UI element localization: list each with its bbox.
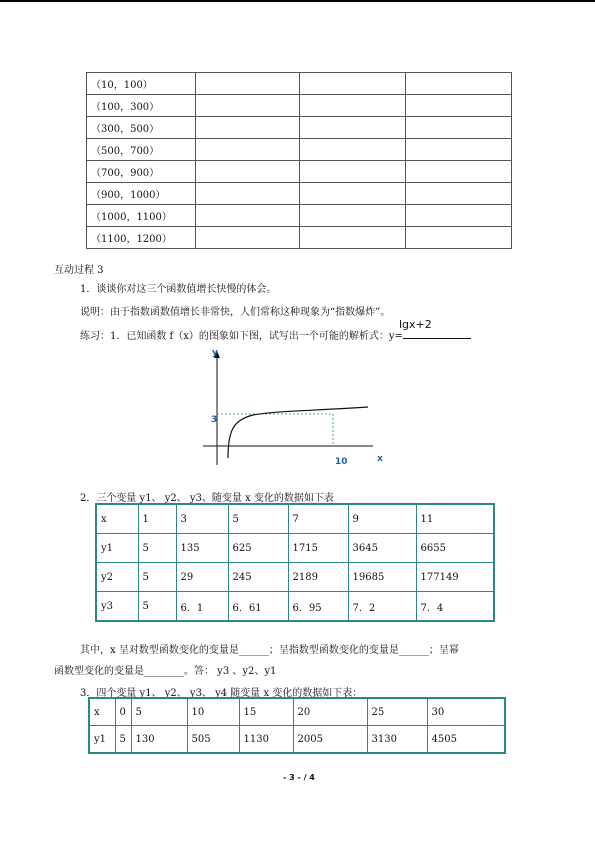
x-axis-label: x — [377, 454, 383, 464]
table-row — [87, 95, 512, 117]
empty-cell — [300, 95, 405, 117]
empty-cell — [196, 73, 300, 95]
table-cell: 19685 — [348, 563, 416, 592]
interval-cell: （500，700） — [87, 139, 196, 161]
table-cell: 3130 — [367, 726, 427, 754]
handwritten-answer: lgx+2 — [399, 318, 432, 331]
table-cell: 6655 — [416, 534, 494, 563]
table-cell: 29 — [176, 563, 228, 592]
table-cell: 3645 — [348, 534, 416, 563]
interval-cell: （100，300） — [87, 95, 196, 117]
empty-cell — [300, 227, 405, 249]
table-cell: 5 — [131, 698, 187, 726]
table-cell: 15 — [239, 698, 293, 726]
table-cell: x — [96, 504, 138, 534]
section-title: 互动过程 3 — [54, 265, 104, 276]
table-cell: 11 — [416, 504, 494, 534]
table-row — [87, 227, 512, 249]
table-cell: 25 — [367, 698, 427, 726]
interval-cell: （700，900） — [87, 161, 196, 183]
table-cell: 0 — [115, 698, 131, 726]
empty-cell — [196, 139, 300, 161]
table-cell: 20 — [293, 698, 367, 726]
table-cell: x — [89, 698, 115, 726]
practice-text: 练习：1．已知函数 f（x）的图象如下图，试写出一个可能的解析式：y= — [80, 331, 403, 342]
table-cell: y3 — [96, 592, 138, 622]
empty-cell — [405, 117, 511, 139]
empty-cell — [405, 183, 511, 205]
top-rule — [0, 0, 595, 2]
interval-cell: （1000，1100） — [87, 205, 196, 227]
table-cell: 1 — [138, 504, 176, 534]
table-row — [87, 205, 512, 227]
empty-cell — [196, 95, 300, 117]
table-cell: 5 — [138, 563, 176, 592]
table-cell: 4505 — [427, 726, 505, 754]
table-row — [87, 183, 512, 205]
table-cell: 6．61 — [228, 592, 288, 622]
page-number: - 3 - / 4 — [283, 773, 315, 782]
y-tick-label: 3 — [211, 415, 218, 425]
empty-cell — [196, 183, 300, 205]
table-row — [96, 563, 494, 592]
empty-cell — [196, 161, 300, 183]
table-cell: 177149 — [416, 563, 494, 592]
table-row — [96, 534, 494, 563]
empty-cell — [300, 205, 405, 227]
empty-cell — [196, 205, 300, 227]
table-row — [96, 592, 494, 622]
explanation: 说明：由于指数函数值增长非常快，人们常称这种现象为“指数爆炸”。 — [80, 307, 391, 318]
table-row — [96, 504, 494, 534]
table-cell: y2 — [96, 563, 138, 592]
table-cell: 30 — [427, 698, 505, 726]
table-cell: 505 — [187, 726, 239, 754]
empty-cell — [405, 227, 511, 249]
empty-cell — [405, 73, 511, 95]
table-cell: 625 — [228, 534, 288, 563]
table-cell: 5 — [138, 592, 176, 622]
table-cell: 7．2 — [348, 592, 416, 622]
empty-cell — [300, 73, 405, 95]
table-cell: 245 — [228, 563, 288, 592]
table-cell: 7 — [288, 504, 348, 534]
question-2: 2．三个变量 y1、 y2、 y3、随变量 x 变化的数据如下表 — [80, 493, 334, 504]
x-tick-label: 10 — [335, 457, 348, 467]
table-row — [87, 73, 512, 95]
function-curve — [228, 407, 368, 458]
empty-cell — [405, 95, 511, 117]
empty-cell — [196, 227, 300, 249]
answer-line-2: 函数型变化的变量是________。答： y3 、y2、y1 — [54, 666, 277, 677]
question-1: 1．谈谈你对这三个函数值增长快慢的体会。 — [80, 284, 277, 295]
empty-cell — [405, 139, 511, 161]
table-row — [87, 139, 512, 161]
table-row — [87, 161, 512, 183]
empty-cell — [300, 117, 405, 139]
answer-line-1: 其中，x 呈对数型函数变化的变量是______；呈指数型函数变化的变量是______；呈幂 — [80, 645, 459, 656]
table-cell: y1 — [89, 726, 115, 754]
empty-cell — [300, 139, 405, 161]
table-cell: 1130 — [239, 726, 293, 754]
empty-cell — [300, 161, 405, 183]
table-row — [89, 726, 505, 754]
table-cell: 9 — [348, 504, 416, 534]
table-row — [89, 698, 505, 726]
table-row — [87, 117, 512, 139]
y-axis-label: y — [212, 348, 218, 358]
function-graph — [195, 345, 395, 470]
table-cell: 5 — [115, 726, 131, 754]
table-cell: 3 — [176, 504, 228, 534]
interval-cell: （1100，1200） — [87, 227, 196, 249]
table-cell: 2189 — [288, 563, 348, 592]
interval-table — [86, 72, 512, 249]
interval-cell: （300，500） — [87, 117, 196, 139]
interval-cell: （10，100） — [87, 73, 196, 95]
table-cell: 130 — [131, 726, 187, 754]
table-cell: 5 — [138, 534, 176, 563]
question-3: 3．四个变量 y1、 y2、 y3、 y4 随变量 x 变化的数据如下表： — [80, 688, 363, 699]
data-table-2 — [95, 503, 495, 622]
table-cell: 6．1 — [176, 592, 228, 622]
table-cell: 5 — [228, 504, 288, 534]
table-cell: 10 — [187, 698, 239, 726]
empty-cell — [405, 205, 511, 227]
empty-cell — [300, 183, 405, 205]
table-cell: 135 — [176, 534, 228, 563]
table-cell: 7．4 — [416, 592, 494, 622]
table-cell: 2005 — [293, 726, 367, 754]
empty-cell — [196, 117, 300, 139]
table-cell: 6．95 — [288, 592, 348, 622]
table-cell: 1715 — [288, 534, 348, 563]
table-cell: y1 — [96, 534, 138, 563]
empty-cell — [405, 161, 511, 183]
data-table-3 — [88, 697, 506, 754]
interval-cell: （900，1000） — [87, 183, 196, 205]
